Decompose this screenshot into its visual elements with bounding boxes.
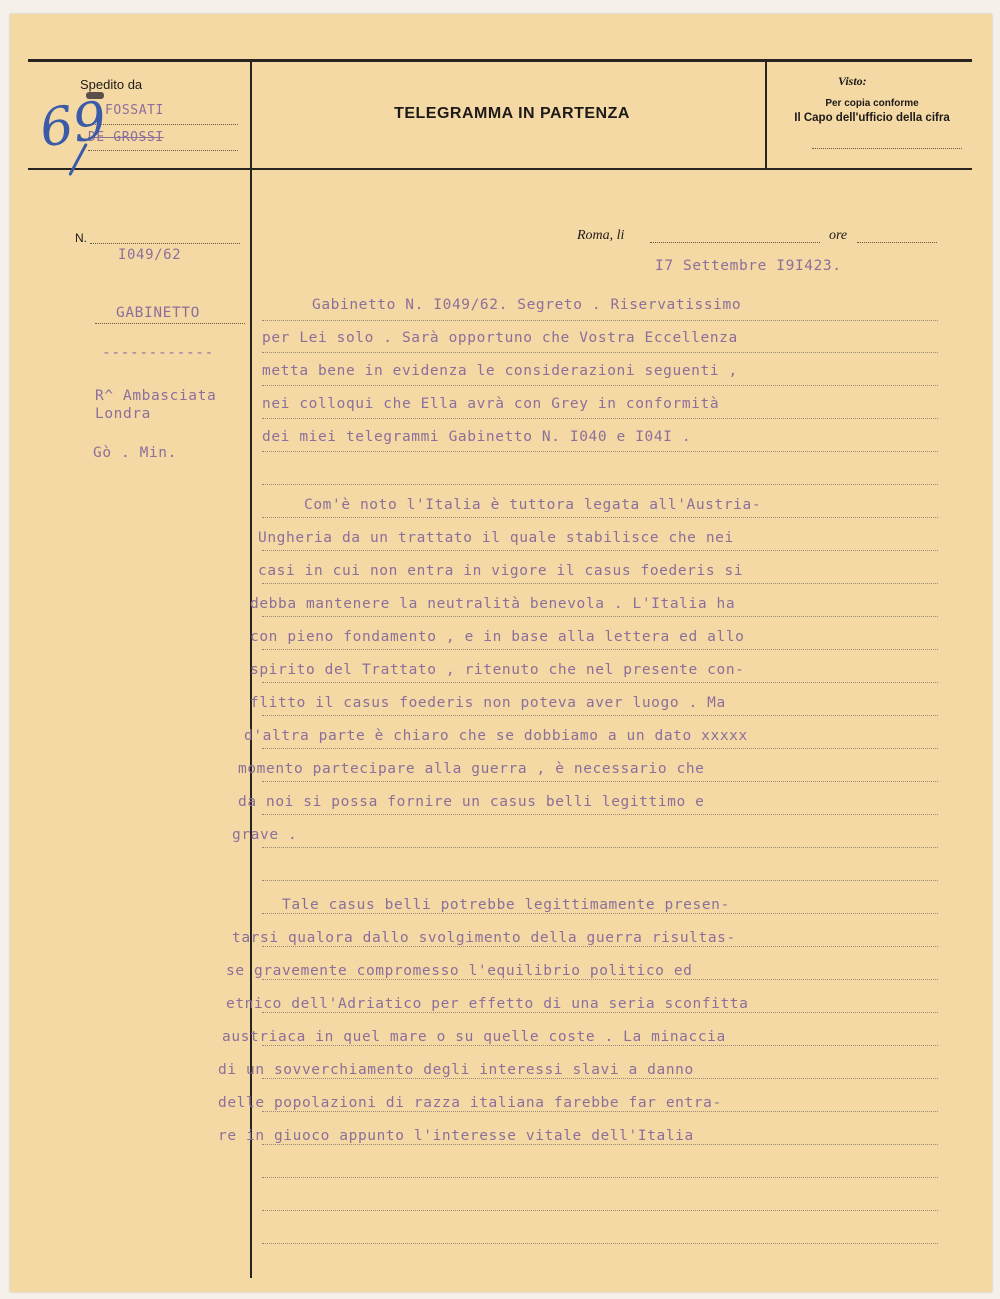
guide-line — [262, 913, 938, 914]
recipient-line-2: Londra — [95, 406, 151, 422]
guide-line — [262, 484, 938, 485]
guide-line — [262, 781, 938, 782]
guide-line — [262, 715, 938, 716]
body-line: Com'è noto l'Italia è tuttora legata all'Austria- — [304, 497, 762, 513]
guide-line — [262, 1144, 938, 1145]
body-line: Ungheria da un trattato il quale stabilisce che nei — [258, 530, 734, 546]
body-line: casi in cui non entra in vigore il casus foederis si — [258, 563, 744, 579]
guide-line — [262, 847, 938, 848]
body-line: delle popolazioni di razza italiana farebbe far entra- — [218, 1095, 722, 1111]
guide-line — [262, 1111, 938, 1112]
guide-line — [262, 550, 938, 551]
guide-line — [262, 1243, 938, 1244]
guide-line — [262, 682, 938, 683]
spedito-label: Spedito da — [80, 77, 143, 92]
guide-line — [262, 352, 938, 353]
number-label: N. — [75, 231, 87, 245]
guide-line — [262, 418, 938, 419]
recipient-line-1: R^ Ambasciata — [95, 388, 217, 404]
telegram-number: I049/62 — [118, 247, 182, 263]
body-line: d'altra parte è chiaro che se dobbiamo a un dato xxxxx — [244, 728, 748, 744]
body-line: se gravemente compromesso l'equilibrio politico ed — [226, 963, 693, 979]
body-line: Tale casus belli potrebbe legittimamente presen- — [282, 897, 730, 913]
body-line: grave . — [232, 827, 298, 843]
roma-label: Roma, li — [577, 228, 625, 243]
guide-line — [262, 1177, 938, 1178]
ore-label: ore — [829, 228, 848, 243]
telegram-date: I7 Settembre I9I423. — [655, 258, 842, 274]
header-divider — [765, 62, 767, 168]
guide-line — [262, 1012, 938, 1013]
top-rule — [28, 59, 972, 62]
guide-line — [262, 385, 938, 386]
body-line: dei miei telegrammi Gabinetto N. I040 e I04I . — [262, 429, 692, 445]
visto-sign-line — [812, 148, 962, 149]
guide-line — [262, 649, 938, 650]
body-line: flitto il casus foederis non poteva aver luogo . Ma — [250, 695, 726, 711]
body-line: nei colloqui che Ella avrà con Grey in conformità — [262, 396, 720, 412]
visto-label: Visto: — [838, 74, 867, 88]
sender-line-2 — [88, 150, 238, 151]
sidebar-dashes: ------------ — [102, 345, 214, 361]
per-copia-label: Per copia conforme — [825, 98, 919, 109]
body-line: metta bene in evidenza le considerazioni seguenti , — [262, 363, 738, 379]
body-line: re in giuoco appunto l'interesse vitale dell'Italia — [218, 1128, 694, 1144]
date-line — [650, 242, 820, 243]
document-title: TELEGRAMMA IN PARTENZA — [394, 105, 630, 122]
body-line: austriaca in quel mare o su quelle coste . La minaccia — [222, 1029, 726, 1045]
body-line: etnico dell'Adriatico per effetto di una seria sconfitta — [226, 996, 749, 1012]
office-line — [95, 323, 245, 324]
guide-line — [262, 451, 938, 452]
signature-line: Gò . Min. — [93, 445, 177, 461]
body-line: di un sovverchiamento degli interessi slavi a danno — [218, 1062, 694, 1078]
guide-line — [262, 1078, 938, 1079]
sender-line-1 — [88, 124, 238, 125]
guide-line — [262, 616, 938, 617]
handwritten-number: 69 — [36, 90, 111, 160]
guide-line — [262, 748, 938, 749]
guide-line — [262, 320, 938, 321]
guide-line — [262, 946, 938, 947]
body-line: spirito del Trattato , ritenuto che nel presente con- — [250, 662, 745, 678]
ore-line — [857, 242, 937, 243]
guide-line — [262, 517, 938, 518]
body-line: con pieno fondamento , e in base alla lettera ed allo — [250, 629, 745, 645]
guide-line — [262, 583, 938, 584]
capo-ufficio-label: Il Capo dell'ufficio della cifra — [794, 112, 950, 124]
number-line — [90, 243, 240, 244]
body-line: da noi si possa fornire un casus belli legittimo e — [238, 794, 705, 810]
body-line: momento partecipare alla guerra , è necessario che — [238, 761, 705, 777]
sender-name-1: FOSSATI — [105, 103, 164, 118]
body-line: debba mantenere la neutralità benevola . L'Italia ha — [250, 596, 736, 612]
header-rule — [28, 168, 972, 170]
guide-line — [262, 1210, 938, 1211]
sender-name-2: DE GROSSI — [88, 130, 164, 145]
guide-line — [262, 979, 938, 980]
body-line: Gabinetto N. I049/62. Segreto . Riservatissimo — [312, 297, 742, 313]
body-line: tarsi qualora dallo svolgimento della guerra risultas- — [232, 930, 736, 946]
guide-line — [262, 1045, 938, 1046]
body-line: per Lei solo . Sarà opportuno che Vostra Eccellenza — [262, 330, 738, 346]
guide-line — [262, 880, 938, 881]
guide-line — [262, 814, 938, 815]
office-label: GABINETTO — [116, 305, 200, 321]
